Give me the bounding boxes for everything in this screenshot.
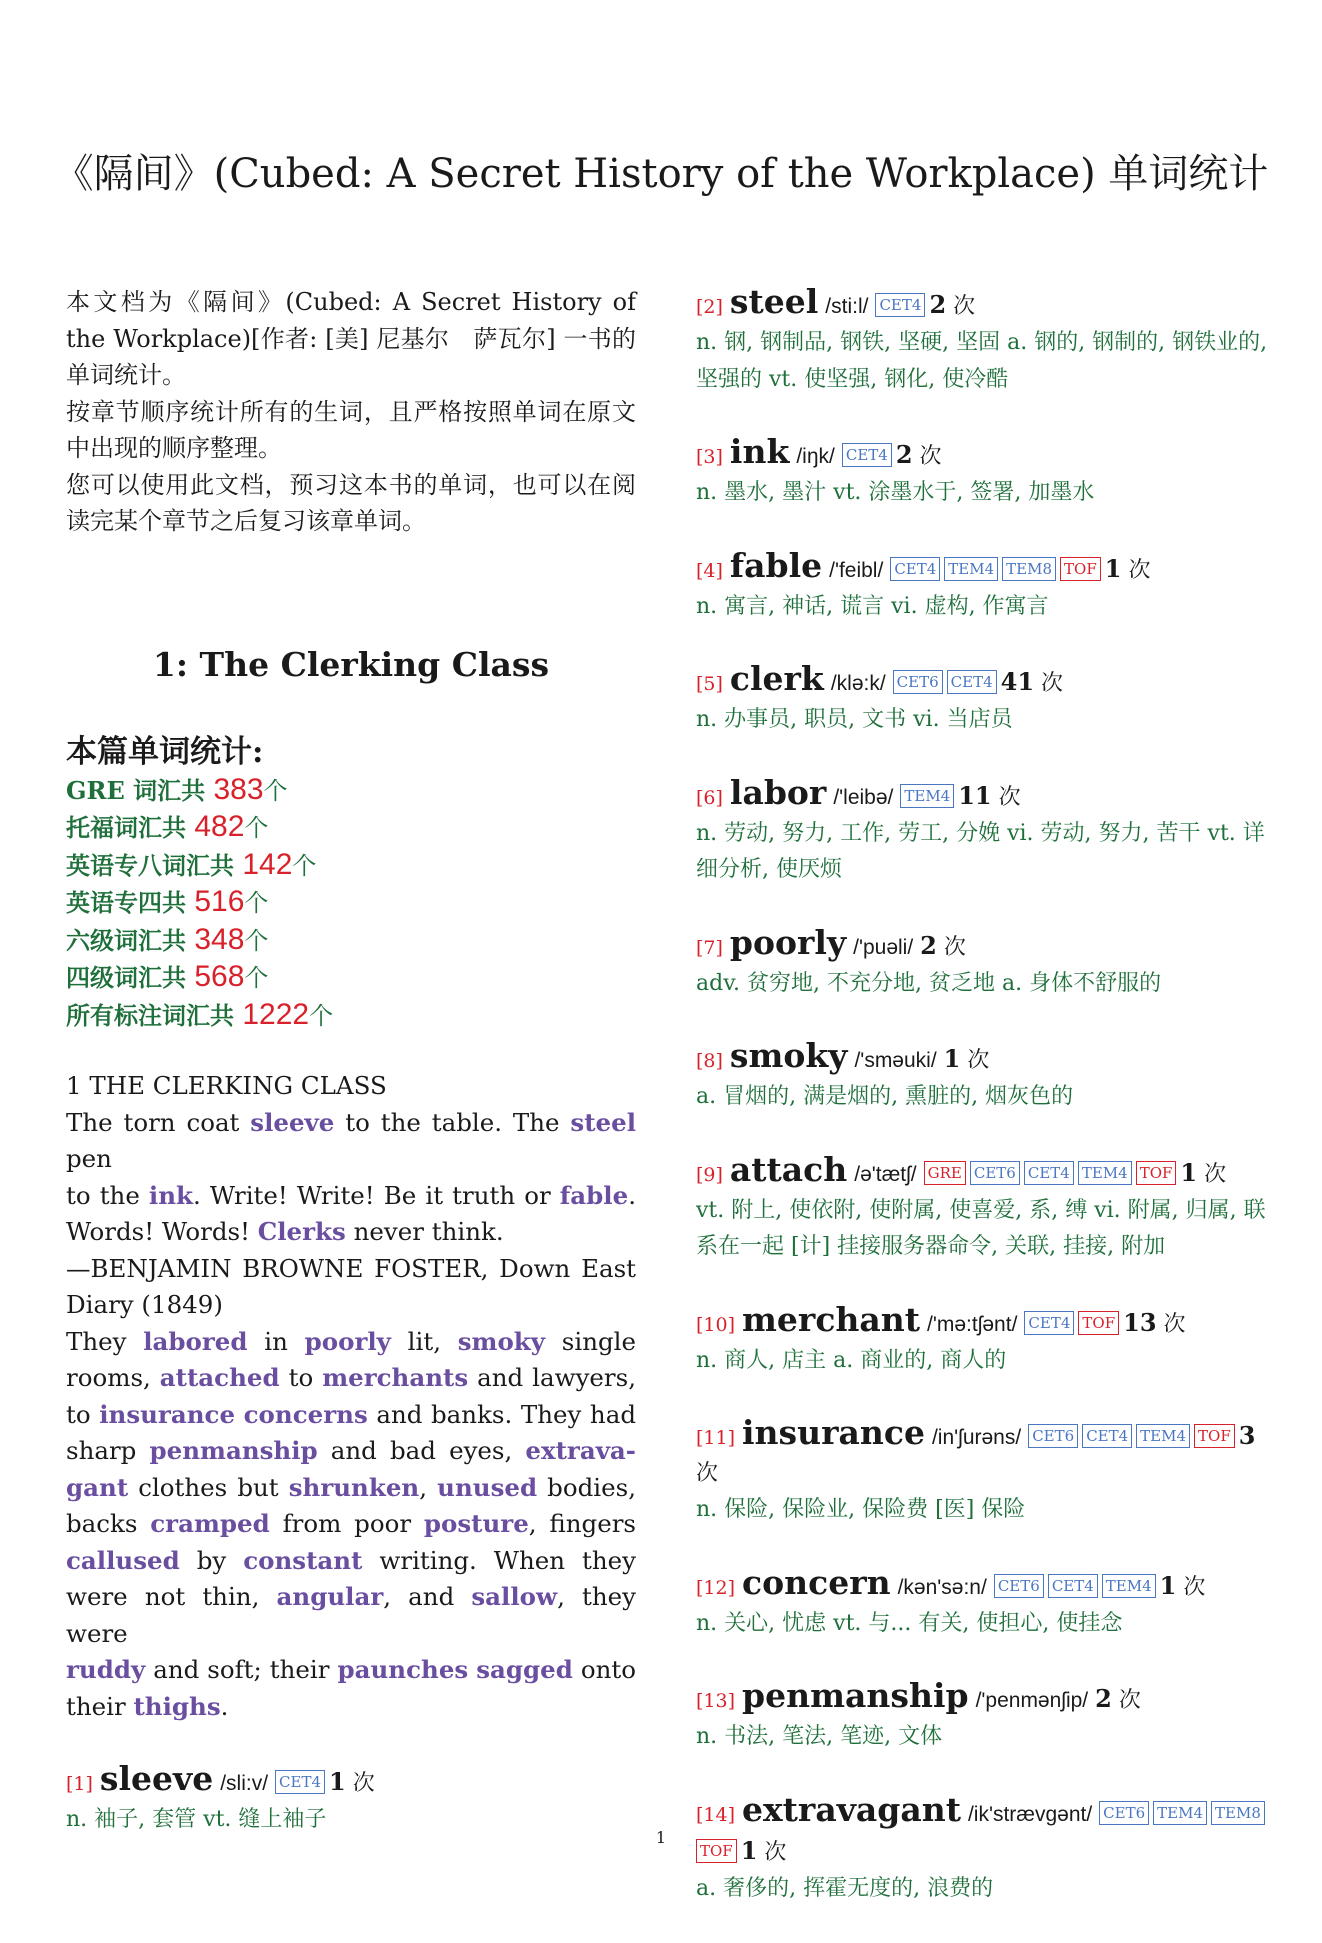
entry-head xyxy=(696,772,1271,816)
right-column xyxy=(696,284,1271,1943)
stat-count: 383 xyxy=(213,772,264,806)
excerpt-text: were not thin, xyxy=(66,1582,277,1611)
exam-tag: CET4 xyxy=(842,443,892,467)
stats-list xyxy=(66,772,636,1035)
highlighted-word: poorly xyxy=(304,1326,391,1356)
entry-phonetic: /'leibə/ xyxy=(833,785,894,809)
stat-unit: 个 xyxy=(292,851,317,880)
entry-definition: a. 冒烟的, 满是烟的, 熏脏的, 烟灰色的 xyxy=(696,1084,1074,1109)
entry-phonetic: /kən'sə:n/ xyxy=(897,1575,987,1599)
entry-count-unit: 次 xyxy=(1163,1311,1186,1337)
entry-count-number: 1 xyxy=(943,1044,961,1073)
highlighted-word: smoky xyxy=(457,1326,546,1356)
exam-tag: TEM4 xyxy=(1153,1801,1207,1825)
highlighted-word: extrava- xyxy=(525,1436,636,1465)
entry-count-number: 1 xyxy=(1104,553,1122,583)
excerpt-line xyxy=(66,1579,636,1652)
intro xyxy=(66,284,636,540)
entry-phonetic: /'puəli/ xyxy=(853,935,914,959)
stat-label: 托福词汇共 xyxy=(66,813,195,842)
vocab-entry xyxy=(696,1149,1271,1266)
entry-head xyxy=(66,1761,636,1802)
excerpt-text: writing. When they xyxy=(362,1545,636,1575)
stat-label: GRE 词汇共 xyxy=(66,775,214,805)
vocab-entry xyxy=(696,284,1271,398)
entry-count-number: 1 xyxy=(740,1835,758,1865)
entry-count xyxy=(1104,553,1151,583)
entry-count-unit: 次 xyxy=(1183,1574,1206,1600)
vocab-entry xyxy=(696,1299,1271,1380)
stat-unit: 个 xyxy=(244,814,269,842)
exam-tag: TOF xyxy=(1136,1161,1177,1185)
excerpt-line xyxy=(66,1105,636,1178)
exam-tag: CET6 xyxy=(1099,1801,1149,1825)
stat-label: 四级词汇共 xyxy=(66,963,195,992)
entry-word: smoky xyxy=(729,1036,848,1075)
stat-label: 英语专八词汇共 xyxy=(66,850,243,880)
entry-count xyxy=(1095,1684,1141,1713)
entry-count-unit: 次 xyxy=(764,1839,787,1865)
entry-phonetic: /'mə:tʃənt/ xyxy=(927,1312,1018,1336)
excerpt-line xyxy=(66,1287,636,1324)
exam-tag: CET4 xyxy=(1048,1574,1098,1598)
entry-count-number: 1 xyxy=(1180,1157,1198,1187)
entry-head xyxy=(696,661,1271,702)
stat-line xyxy=(66,922,636,960)
exam-tag: CET4 xyxy=(1082,1424,1132,1448)
stats-heading: 本篇单词统计: xyxy=(66,733,264,770)
exam-tag: CET4 xyxy=(1024,1161,1074,1185)
highlighted-word: callused xyxy=(66,1545,180,1575)
vocab-entry xyxy=(696,1038,1271,1116)
entry-phonetic: /sti:l/ xyxy=(825,295,869,318)
entry-count xyxy=(929,290,976,319)
stat-unit: 个 xyxy=(244,926,269,955)
entry-phonetic: /'penmənʃip/ xyxy=(975,1689,1089,1712)
page-title: 《隔间》(Cubed: A Secret History of the Workplace) 单词统计 xyxy=(53,151,1269,197)
entry-head xyxy=(696,1038,1271,1079)
excerpt-line xyxy=(66,1178,636,1215)
highlighted-word: attached xyxy=(159,1363,280,1392)
highlighted-word: sallow xyxy=(471,1582,558,1611)
stat-line xyxy=(66,959,636,997)
excerpt-text: Words! Words! xyxy=(66,1217,258,1246)
excerpt-text: . xyxy=(220,1691,229,1721)
entry-head xyxy=(696,545,1271,589)
entry-index: [2] xyxy=(696,296,723,318)
excerpt-line xyxy=(66,1214,636,1251)
entry-head xyxy=(696,922,1271,966)
entry-word: penmanship xyxy=(742,1676,969,1715)
entry-count-number: 2 xyxy=(1095,1684,1112,1713)
stat-line xyxy=(66,772,636,810)
stat-unit: 个 xyxy=(309,1001,334,1030)
excerpt-text: never think. xyxy=(345,1217,504,1246)
intro-paragraph: 按章节顺序统计所有的生词，且严格按照单词在原文中出现的顺序整理。 xyxy=(66,397,636,462)
left-entries xyxy=(66,1761,636,1839)
entry-head xyxy=(696,434,1271,475)
entry-count-unit: 次 xyxy=(919,444,942,469)
entry-count-unit: 次 xyxy=(1128,557,1151,583)
entry-count-number: 2 xyxy=(920,930,937,960)
entry-index: [7] xyxy=(696,936,723,959)
stat-unit: 个 xyxy=(244,889,269,917)
exam-tag: GRE xyxy=(924,1161,966,1185)
excerpt-text: —BENJAMIN BROWNE FOSTER, Down East xyxy=(66,1253,636,1283)
entry-word: steel xyxy=(729,282,819,321)
excerpt-line xyxy=(66,1470,636,1507)
exam-tag: CET6 xyxy=(970,1161,1020,1185)
highlighted-word: constant xyxy=(243,1545,363,1575)
excerpt-line xyxy=(66,1251,636,1288)
entry-count xyxy=(1123,1307,1186,1337)
entry-index: [8] xyxy=(696,1050,723,1072)
entry-count-unit: 次 xyxy=(1118,1688,1141,1713)
excerpt-text: bodies, xyxy=(537,1472,636,1502)
highlighted-word: sleeve xyxy=(250,1107,335,1137)
entry-head xyxy=(696,284,1271,325)
excerpt-line xyxy=(66,1324,636,1361)
excerpt-text: and lawyers, xyxy=(468,1363,637,1392)
excerpt-text: , fingers xyxy=(528,1509,637,1538)
entry-index: [6] xyxy=(696,786,723,809)
excerpt-text: rooms, xyxy=(66,1363,160,1392)
entry-definition: vt. 附上, 使依附, 使附属, 使喜爱, 系, 缚 vi. 附属, 归属, 联系在一起 [计] 挂接服务器命令, 关联, 挂接, 附加 xyxy=(696,1197,1266,1259)
stat-count: 568 xyxy=(194,960,245,993)
right-entries xyxy=(696,284,1271,1907)
excerpt-text xyxy=(235,1400,244,1429)
excerpt-text: to xyxy=(279,1363,323,1392)
exam-tag: TEM4 xyxy=(1136,1424,1190,1448)
stat-unit: 个 xyxy=(244,964,269,992)
stat-line xyxy=(66,997,636,1035)
vocab-entry xyxy=(696,434,1271,512)
excerpt-line xyxy=(66,1652,636,1689)
entry-count xyxy=(1180,1157,1227,1187)
highlighted-word: thighs xyxy=(133,1691,221,1721)
stat-label: 所有标注词汇共 xyxy=(66,1000,243,1030)
vocab-entry xyxy=(696,661,1271,739)
entry-index: [5] xyxy=(696,673,723,695)
excerpt-text xyxy=(468,1655,476,1684)
entry-word: insurance xyxy=(742,1413,925,1452)
entry-count-number: 11 xyxy=(958,780,992,810)
exam-tag: CET4 xyxy=(890,557,940,581)
entry-count-unit: 次 xyxy=(943,934,966,960)
entry-phonetic: /'sməuki/ xyxy=(854,1049,937,1072)
excerpt-text: , and xyxy=(383,1582,472,1611)
exam-tag: TOF xyxy=(1060,557,1101,581)
highlighted-word: sagged xyxy=(476,1655,573,1684)
entry-definition: n. 保险, 保险业, 保险费 [医] 保险 xyxy=(696,1497,1026,1522)
entry-index: [11] xyxy=(696,1427,736,1449)
excerpt-text: They xyxy=(66,1326,144,1356)
highlighted-word: labored xyxy=(143,1326,248,1356)
entry-count xyxy=(1000,667,1064,696)
entry-phonetic: /'feibl/ xyxy=(829,558,884,582)
entry-definition: n. 墨水, 墨汁 vt. 涂墨水于, 签署, 加墨水 xyxy=(696,480,1095,505)
excerpt-text: to the table. The xyxy=(334,1107,571,1137)
excerpt-text: . xyxy=(628,1180,637,1210)
entry-definition: n. 关心, 忧虑 vt. 与... 有关, 使担心, 使挂念 xyxy=(696,1610,1123,1636)
highlighted-word: concerns xyxy=(243,1399,368,1429)
entry-count-unit: 次 xyxy=(953,294,976,319)
vocab-entry xyxy=(696,922,1271,1003)
highlighted-word: angular xyxy=(276,1582,384,1611)
entry-word: clerk xyxy=(729,659,824,698)
vocab-entry xyxy=(66,1761,636,1839)
exam-tag: CET4 xyxy=(1024,1311,1074,1335)
exam-tag: TEM4 xyxy=(1102,1574,1156,1598)
vocab-entry xyxy=(696,1415,1271,1529)
entry-phonetic: /ə'tætʃ/ xyxy=(854,1162,917,1186)
entry-definition: n. 钢, 钢制品, 钢铁, 坚硬, 坚固 a. 钢的, 钢制的, 钢铁业的, 坚强的 vt. 使坚强, 钢化, 使冷酷 xyxy=(696,330,1268,392)
excerpt-text: pen xyxy=(66,1144,112,1173)
entry-index: [10] xyxy=(696,1313,736,1336)
excerpt-text: 1 THE CLERKING CLASS xyxy=(66,1071,387,1100)
entry-word: fable xyxy=(729,545,823,585)
exam-tag: TEM4 xyxy=(944,557,998,581)
highlighted-word: merchants xyxy=(322,1363,469,1392)
entry-head xyxy=(696,1415,1271,1492)
intro-paragraph: 您可以使用此文档，预习这本书的单词，也可以在阅读完某个章节之后复习该章单词。 xyxy=(66,470,636,535)
entry-phonetic: /in'ʃurəns/ xyxy=(931,1426,1022,1449)
highlighted-word: cramped xyxy=(150,1509,270,1538)
vocab-entry xyxy=(696,1678,1271,1756)
entry-index: [9] xyxy=(696,1163,723,1186)
vocab-entry xyxy=(696,1562,1271,1643)
entry-count xyxy=(895,440,942,469)
excerpt-text: onto xyxy=(572,1655,636,1684)
highlighted-word: ink xyxy=(148,1180,194,1210)
entry-word: labor xyxy=(729,772,827,812)
stat-label: 六级词汇共 xyxy=(66,925,195,955)
entry-definition: n. 书法, 笔法, 笔迹, 文体 xyxy=(696,1724,943,1749)
excerpt-text: to xyxy=(66,1399,100,1429)
vocab-entry xyxy=(696,545,1271,626)
excerpt-text: and soft; their xyxy=(145,1655,338,1684)
entry-count-unit: 次 xyxy=(352,1771,375,1796)
entry-definition: n. 袖子, 套管 vt. 缝上袖子 xyxy=(66,1807,327,1832)
excerpt-text: lit, xyxy=(390,1326,458,1356)
exam-tag: TEM4 xyxy=(1078,1161,1132,1185)
entry-count xyxy=(329,1767,375,1796)
entry-count-number: 13 xyxy=(1123,1307,1157,1337)
vocab-entry xyxy=(696,1789,1271,1908)
exam-tag: TOF xyxy=(1194,1424,1235,1448)
intro-paragraph: 本文档为《隔间》(Cubed: A Secret History of the Workplace)[作者: [美] 尼基尔 萨瓦尔] 一书的单词统计。 xyxy=(66,288,636,389)
entry-definition: a. 奢侈的, 挥霍无度的, 浪费的 xyxy=(696,1875,994,1901)
entry-count-number: 2 xyxy=(895,440,913,469)
excerpt-line xyxy=(66,1068,636,1105)
excerpt-text: Diary (1849) xyxy=(66,1290,223,1319)
stat-unit: 个 xyxy=(263,776,288,805)
entry-word: poorly xyxy=(729,922,847,962)
excerpt-text: sharp xyxy=(66,1436,150,1465)
stat-label: 英语专四共 xyxy=(66,888,195,917)
excerpt-line xyxy=(66,1689,636,1726)
stat-line xyxy=(66,884,636,922)
excerpt-text: . Write! Write! Be it truth or xyxy=(193,1180,560,1210)
entry-head xyxy=(696,1562,1271,1606)
entry-index: [13] xyxy=(696,1690,736,1712)
stat-line xyxy=(66,847,636,885)
stat-count: 482 xyxy=(194,810,245,843)
entry-phonetic: /sli:v/ xyxy=(220,1772,269,1795)
excerpt-text: , they were xyxy=(66,1582,637,1648)
entry-word: sleeve xyxy=(99,1759,214,1798)
entry-count-number: 1 xyxy=(329,1767,346,1796)
entry-word: ink xyxy=(729,432,790,471)
entry-head xyxy=(696,1149,1271,1193)
entry-index: [14] xyxy=(696,1803,736,1826)
excerpt-text: single xyxy=(545,1326,636,1356)
stat-count: 1222 xyxy=(242,997,310,1031)
excerpt-text: to the xyxy=(66,1180,149,1210)
excerpt-text: by xyxy=(179,1545,244,1575)
entry-head xyxy=(696,1299,1271,1343)
excerpt-text: backs xyxy=(66,1509,151,1538)
excerpt-text: The torn coat xyxy=(66,1107,251,1137)
excerpt xyxy=(66,1068,636,1725)
highlighted-word: ruddy xyxy=(66,1655,146,1684)
entry-count-unit: 次 xyxy=(967,1048,990,1073)
highlighted-word: unused xyxy=(437,1472,538,1502)
entry-count-number: 2 xyxy=(929,290,947,319)
highlighted-word: Clerks xyxy=(257,1217,346,1246)
excerpt-text: in xyxy=(247,1326,305,1356)
highlighted-word: insurance xyxy=(99,1399,236,1429)
entry-phonetic: /iŋk/ xyxy=(796,445,835,468)
exam-tag: CET6 xyxy=(1028,1424,1078,1448)
entry-phonetic: /ik'strævgənt/ xyxy=(967,1802,1093,1826)
stat-line xyxy=(66,809,636,847)
excerpt-text: their xyxy=(66,1691,134,1721)
highlighted-word: gant xyxy=(66,1472,129,1502)
excerpt-text: clothes but xyxy=(128,1472,289,1502)
excerpt-line xyxy=(66,1360,636,1397)
exam-tag: CET4 xyxy=(275,1770,325,1794)
entry-word: attach xyxy=(729,1149,848,1189)
stat-count: 348 xyxy=(194,922,245,956)
highlighted-word: paunches xyxy=(337,1655,469,1684)
entry-word: concern xyxy=(742,1562,891,1602)
exam-tag: TOF xyxy=(1078,1311,1119,1335)
entry-definition: n. 商人, 店主 a. 商业的, 商人的 xyxy=(696,1347,1007,1373)
exam-tag: CET6 xyxy=(893,670,943,694)
entry-definition: adv. 贫穷地, 不充分地, 贫乏地 a. 身体不舒服的 xyxy=(696,970,1162,996)
highlighted-word: posture xyxy=(423,1509,529,1538)
exam-tag: TEM8 xyxy=(1002,557,1056,581)
entry-count-number: 3 xyxy=(1238,1421,1256,1450)
vocab-entry xyxy=(696,772,1271,889)
entry-count-unit: 次 xyxy=(998,784,1021,810)
entry-index: [4] xyxy=(696,559,723,582)
entry-index: [1] xyxy=(66,1773,93,1795)
entry-definition: n. 办事员, 职员, 文书 vi. 当店员 xyxy=(696,707,1013,732)
highlighted-word: shrunken xyxy=(288,1472,420,1502)
entry-count-unit: 次 xyxy=(696,1461,719,1486)
entry-count-number: 1 xyxy=(1159,1570,1177,1600)
chapter-heading: 1: The Clerking Class xyxy=(152,644,550,684)
exam-tag: TEM8 xyxy=(1211,1801,1265,1825)
page-number: 1 xyxy=(655,1828,667,1847)
excerpt-line xyxy=(66,1543,636,1580)
excerpt-text: from poor xyxy=(269,1509,424,1538)
excerpt-text: , xyxy=(419,1472,438,1502)
highlighted-word: fable xyxy=(559,1180,629,1210)
excerpt-line xyxy=(66,1506,636,1543)
entry-word: merchant xyxy=(742,1299,921,1339)
entry-count-unit: 次 xyxy=(1204,1161,1227,1187)
entry-index: [12] xyxy=(696,1576,736,1599)
entry-count-number: 41 xyxy=(1000,667,1035,696)
entry-definition: n. 寓言, 神话, 谎言 vi. 虚构, 作寓言 xyxy=(696,593,1049,619)
entry-count xyxy=(958,780,1021,810)
highlighted-word: steel xyxy=(570,1107,636,1137)
stat-count: 516 xyxy=(194,885,245,918)
entry-head xyxy=(696,1678,1271,1719)
entry-index: [3] xyxy=(696,446,723,468)
entry-count xyxy=(1159,1570,1206,1600)
exam-tag: CET6 xyxy=(994,1574,1044,1598)
entry-word: extravagant xyxy=(742,1789,961,1829)
exam-tag: TOF xyxy=(696,1839,737,1863)
entry-count-unit: 次 xyxy=(1041,671,1064,696)
excerpt-line xyxy=(66,1433,636,1470)
excerpt-text: and banks. They had xyxy=(367,1399,636,1429)
exam-tag: TEM4 xyxy=(900,784,954,808)
stat-count: 142 xyxy=(242,847,293,881)
entry-count xyxy=(943,1044,990,1073)
exam-tag: CET4 xyxy=(947,670,997,694)
exam-tag: CET4 xyxy=(875,293,925,317)
highlighted-word: penmanship xyxy=(149,1436,318,1465)
left-column xyxy=(66,284,636,1875)
entry-count xyxy=(920,930,966,960)
entry-phonetic: /klə:k/ xyxy=(830,672,886,695)
entry-definition: n. 劳动, 努力, 工作, 劳工, 分娩 vi. 劳动, 努力, 苦干 vt. 详细分析, 使厌烦 xyxy=(696,820,1265,882)
excerpt-line xyxy=(66,1397,636,1434)
excerpt-text: and bad eyes, xyxy=(317,1436,526,1465)
